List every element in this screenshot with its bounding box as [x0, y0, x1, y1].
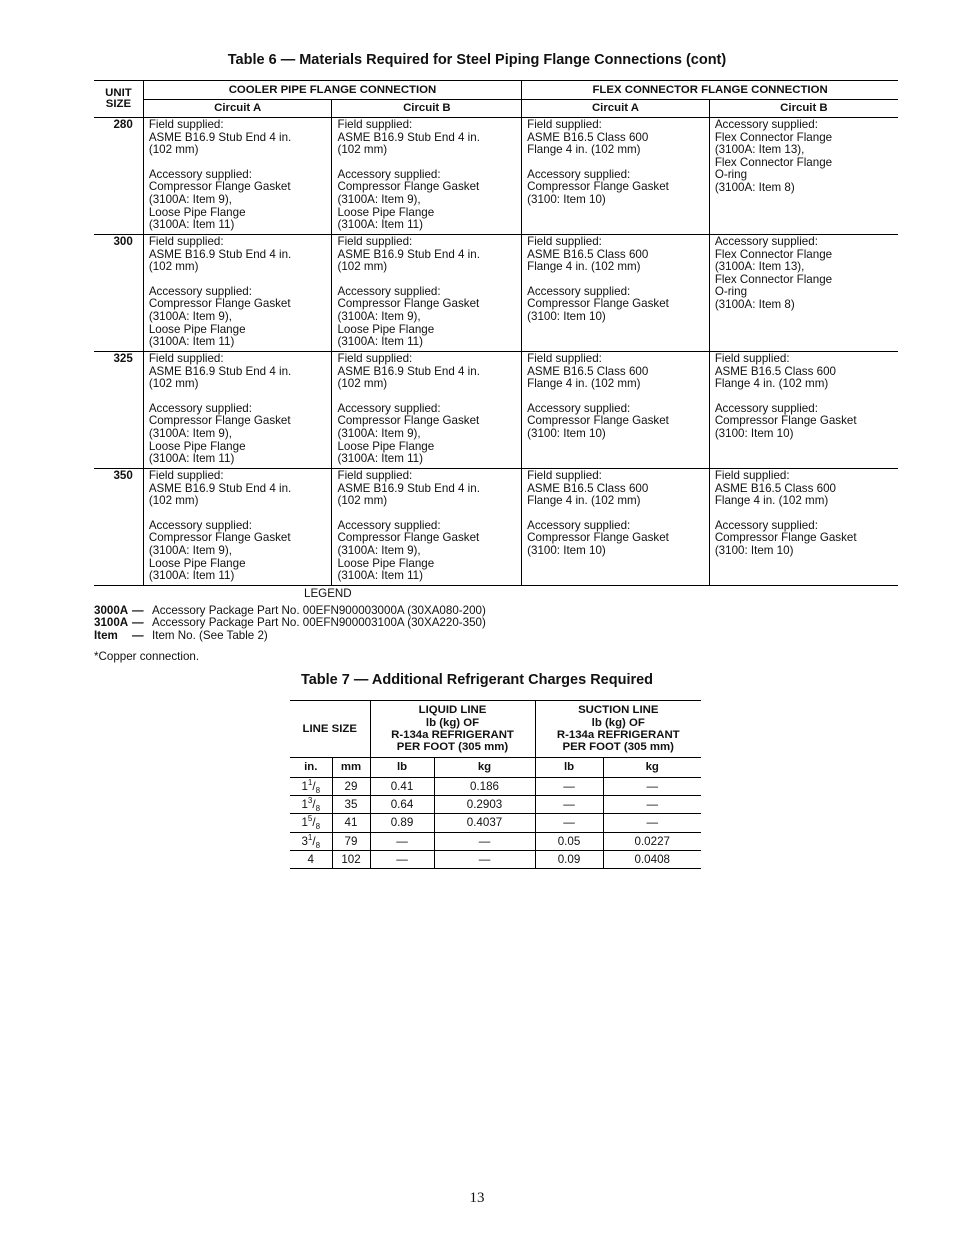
liquid-lb-cell: 0.89: [370, 814, 434, 832]
material-text: Accessory supplied: Compressor Flange Gasket (3100: Item 10): [714, 518, 857, 557]
line-size-mm-cell: 35: [332, 796, 370, 814]
suction-lb-cell: 0.05: [535, 832, 603, 850]
table6-row: [94, 235, 898, 352]
material-text: Accessory supplied: Compressor Flange Gasket (3100A: Item 9), Loose Pipe Flange (3100A: Item 11): [337, 167, 480, 232]
material-cell: [332, 352, 522, 469]
material-text: Accessory supplied: Compressor Flange Gasket (3100A: Item 9), Loose Pipe Flange (3100A: Item 11): [148, 518, 291, 583]
material-cell: [522, 469, 710, 586]
fraction-slash: /: [312, 816, 316, 830]
material-cell: [709, 352, 898, 469]
legend-key: 3000A: [94, 603, 129, 617]
legend-key: Item: [94, 628, 118, 642]
material-text: Accessory supplied: Compressor Flange Gasket (3100: Item 10): [527, 167, 669, 206]
material-text: Field supplied: ASME B16.5 Class 600 Flange 4 in. (102 mm): [527, 118, 649, 157]
fraction-whole: 1: [301, 779, 308, 793]
material-text: Accessory supplied: Compressor Flange Gasket (3100A: Item 9), Loose Pipe Flange (3100A: Item 11): [337, 518, 480, 583]
suction-kg-cell: —: [603, 814, 701, 832]
sub-header: in.: [290, 758, 332, 778]
liquid-kg-cell: —: [434, 850, 535, 868]
suction-kg-cell: 0.0227: [603, 832, 701, 850]
material-text: Accessory supplied: Compressor Flange Gasket (3100: Item 10): [527, 284, 669, 323]
sub-header: kg: [434, 758, 535, 778]
table6-row: [94, 352, 898, 469]
circuit-header: Circuit A: [143, 100, 332, 118]
table7-row: [290, 832, 701, 850]
suction-lb-cell: —: [535, 814, 603, 832]
table7-row: [290, 850, 701, 868]
table6-row: [94, 469, 898, 586]
material-cell: [709, 235, 898, 352]
fraction-numerator: 5: [307, 814, 313, 824]
unit-size-header: UNIT SIZE: [94, 81, 143, 118]
table7-row: [290, 796, 701, 814]
sub-header: lb: [535, 758, 603, 778]
material-text: Accessory supplied: Compressor Flange Gasket (3100A: Item 9), Loose Pipe Flange (3100A: Item 11): [337, 401, 480, 466]
material-cell: [709, 469, 898, 586]
fraction-numerator: 3: [307, 796, 313, 806]
material-text: Field supplied: ASME B16.9 Stub End 4 in. (102 mm): [148, 469, 292, 508]
fraction-whole: 4: [307, 852, 314, 866]
fraction-whole: 1: [301, 798, 308, 812]
page-number: 13: [469, 1190, 485, 1206]
fraction-slash: /: [312, 798, 316, 812]
material-text: Accessory supplied: Compressor Flange Gasket (3100: Item 10): [714, 401, 857, 440]
material-text: Field supplied: ASME B16.5 Class 600 Flange 4 in. (102 mm): [527, 469, 649, 508]
material-text: Accessory supplied: Compressor Flange Gasket (3100: Item 10): [527, 518, 669, 557]
line-size-mm-cell: 79: [332, 832, 370, 850]
liquid-kg-cell: 0.4037: [434, 814, 535, 832]
material-text: Field supplied: ASME B16.9 Stub End 4 in. (102 mm): [148, 352, 292, 391]
liquid-lb-cell: —: [370, 850, 434, 868]
liquid-kg-cell: —: [434, 832, 535, 850]
legend-text: Accessory Package Part No. 00EFN900003000A (30XA080-200): [152, 603, 486, 617]
material-text: Accessory supplied: Compressor Flange Gasket (3100: Item 10): [527, 401, 669, 440]
material-cell: [143, 352, 332, 469]
material-text: Accessory supplied: Flex Connector Flange (3100A: Item 13), Flex Connector Flange O-ring (3100A: Item 8): [714, 118, 833, 194]
line-size-in-cell: [290, 796, 332, 814]
material-text: Field supplied: ASME B16.9 Stub End 4 in. (102 mm): [148, 235, 292, 274]
material-text: Accessory supplied: Flex Connector Flange (3100A: Item 13), Flex Connector Flange O-ring (3100A: Item 8): [714, 235, 833, 311]
material-cell: [522, 235, 710, 352]
suction-kg-cell: —: [603, 796, 701, 814]
material-cell: [522, 352, 710, 469]
line-size-mm-cell: 41: [332, 814, 370, 832]
unit-size-cell: 350: [94, 469, 143, 586]
unit-size-cell: 325: [94, 352, 143, 469]
cooler-pipe-header: COOLER PIPE FLANGE CONNECTION: [143, 81, 521, 100]
liquid-lb-cell: 0.64: [370, 796, 434, 814]
circuit-header: Circuit B: [709, 100, 898, 118]
legend-item: [94, 617, 594, 630]
fraction-denominator: 8: [315, 786, 321, 796]
material-cell: [143, 235, 332, 352]
liquid-kg-cell: 0.186: [434, 778, 535, 796]
line-size-in-cell: [290, 778, 332, 796]
material-text: Field supplied: ASME B16.9 Stub End 4 in. (102 mm): [337, 118, 480, 157]
sub-header: lb: [370, 758, 434, 778]
material-text: Field supplied: ASME B16.5 Class 600 Flange 4 in. (102 mm): [527, 235, 649, 274]
line-size-header: LINE SIZE: [290, 701, 370, 758]
legend-text: Accessory Package Part No. 00EFN900003100A (30XA220-350): [152, 616, 486, 630]
material-cell: [332, 235, 522, 352]
material-text: Field supplied: ASME B16.5 Class 600 Flange 4 in. (102 mm): [714, 469, 836, 508]
suction-kg-cell: —: [603, 778, 701, 796]
material-cell: [709, 118, 898, 235]
material-text: Accessory supplied: Compressor Flange Gasket (3100A: Item 9), Loose Pipe Flange (3100A: Item 11): [148, 401, 291, 466]
material-text: Accessory supplied: Compressor Flange Gasket (3100A: Item 9), Loose Pipe Flange (3100A: Item 11): [337, 284, 480, 349]
material-cell: [522, 118, 710, 235]
material-text: Field supplied: ASME B16.9 Stub End 4 in. (102 mm): [337, 469, 480, 508]
liquid-lb-cell: 0.41: [370, 778, 434, 796]
fraction-denominator: 8: [315, 822, 321, 832]
liquid-lb-cell: —: [370, 832, 434, 850]
material-cell: [332, 118, 522, 235]
sub-header: mm: [332, 758, 370, 778]
material-cell: [143, 469, 332, 586]
suction-lb-cell: 0.09: [535, 850, 603, 868]
flex-connector-header: FLEX CONNECTOR FLANGE CONNECTION: [522, 81, 898, 100]
table6-title: Table 6 — Materials Required for Steel Piping Flange Connections (cont): [227, 52, 727, 68]
sub-header: kg: [603, 758, 701, 778]
suction-line-header: SUCTION LINE lb (kg) OF R-134a REFRIGERANT PER FOOT (305 mm): [535, 701, 701, 758]
legend-dash: —: [132, 616, 144, 630]
fraction-whole: 3: [301, 834, 308, 848]
legend-item: [94, 630, 594, 643]
line-size-in-cell: [290, 850, 332, 868]
material-cell: [143, 118, 332, 235]
suction-kg-cell: 0.0408: [603, 850, 701, 868]
material-text: Accessory supplied: Compressor Flange Gasket (3100A: Item 9), Loose Pipe Flange (3100A: Item 11): [148, 284, 291, 349]
table6: [94, 80, 898, 586]
legend-dash: —: [132, 628, 144, 642]
suction-lb-cell: —: [535, 796, 603, 814]
table6-row: [94, 118, 898, 235]
material-text: Field supplied: ASME B16.9 Stub End 4 in. (102 mm): [337, 235, 480, 274]
table7-row: [290, 814, 701, 832]
fraction-slash: /: [312, 834, 316, 848]
circuit-header: Circuit B: [332, 100, 522, 118]
line-size-mm-cell: 102: [332, 850, 370, 868]
line-size-in-cell: [290, 832, 332, 850]
legend: [94, 588, 594, 642]
fraction-slash: /: [312, 779, 316, 793]
fraction-denominator: 8: [315, 840, 321, 850]
fraction-numerator: 1: [307, 778, 313, 787]
fraction-numerator: 1: [307, 832, 313, 842]
fraction-denominator: 8: [315, 804, 321, 814]
liquid-kg-cell: 0.2903: [434, 796, 535, 814]
line-size-mm-cell: 29: [332, 778, 370, 796]
table7: [290, 700, 701, 869]
liquid-line-header: LIQUID LINE lb (kg) OF R-134a REFRIGERANT PER FOOT (305 mm): [370, 701, 535, 758]
line-size-in-cell: [290, 814, 332, 832]
table7-row: [290, 778, 701, 796]
material-text: Field supplied: ASME B16.5 Class 600 Flange 4 in. (102 mm): [527, 352, 649, 391]
material-text: Field supplied: ASME B16.9 Stub End 4 in. (102 mm): [148, 118, 292, 157]
unit-size-cell: 300: [94, 235, 143, 352]
material-text: Field supplied: ASME B16.9 Stub End 4 in. (102 mm): [337, 352, 480, 391]
material-text: Field supplied: ASME B16.5 Class 600 Flange 4 in. (102 mm): [714, 352, 836, 391]
circuit-header: Circuit A: [522, 100, 710, 118]
unit-size-cell: 280: [94, 118, 143, 235]
suction-lb-cell: —: [535, 778, 603, 796]
material-text: Accessory supplied: Compressor Flange Gasket (3100A: Item 9), Loose Pipe Flange (3100A: Item 11): [148, 167, 291, 232]
table7-title: Table 7 — Additional Refrigerant Charges Required: [300, 672, 654, 688]
material-cell: [332, 469, 522, 586]
legend-text: Item No. (See Table 2): [152, 628, 268, 642]
legend-dash: —: [132, 603, 144, 617]
legend-key: 3100A: [94, 616, 129, 630]
legend-title: LEGEND: [304, 587, 352, 600]
fraction-whole: 1: [301, 816, 308, 830]
footnote: *Copper connection.: [94, 650, 200, 663]
